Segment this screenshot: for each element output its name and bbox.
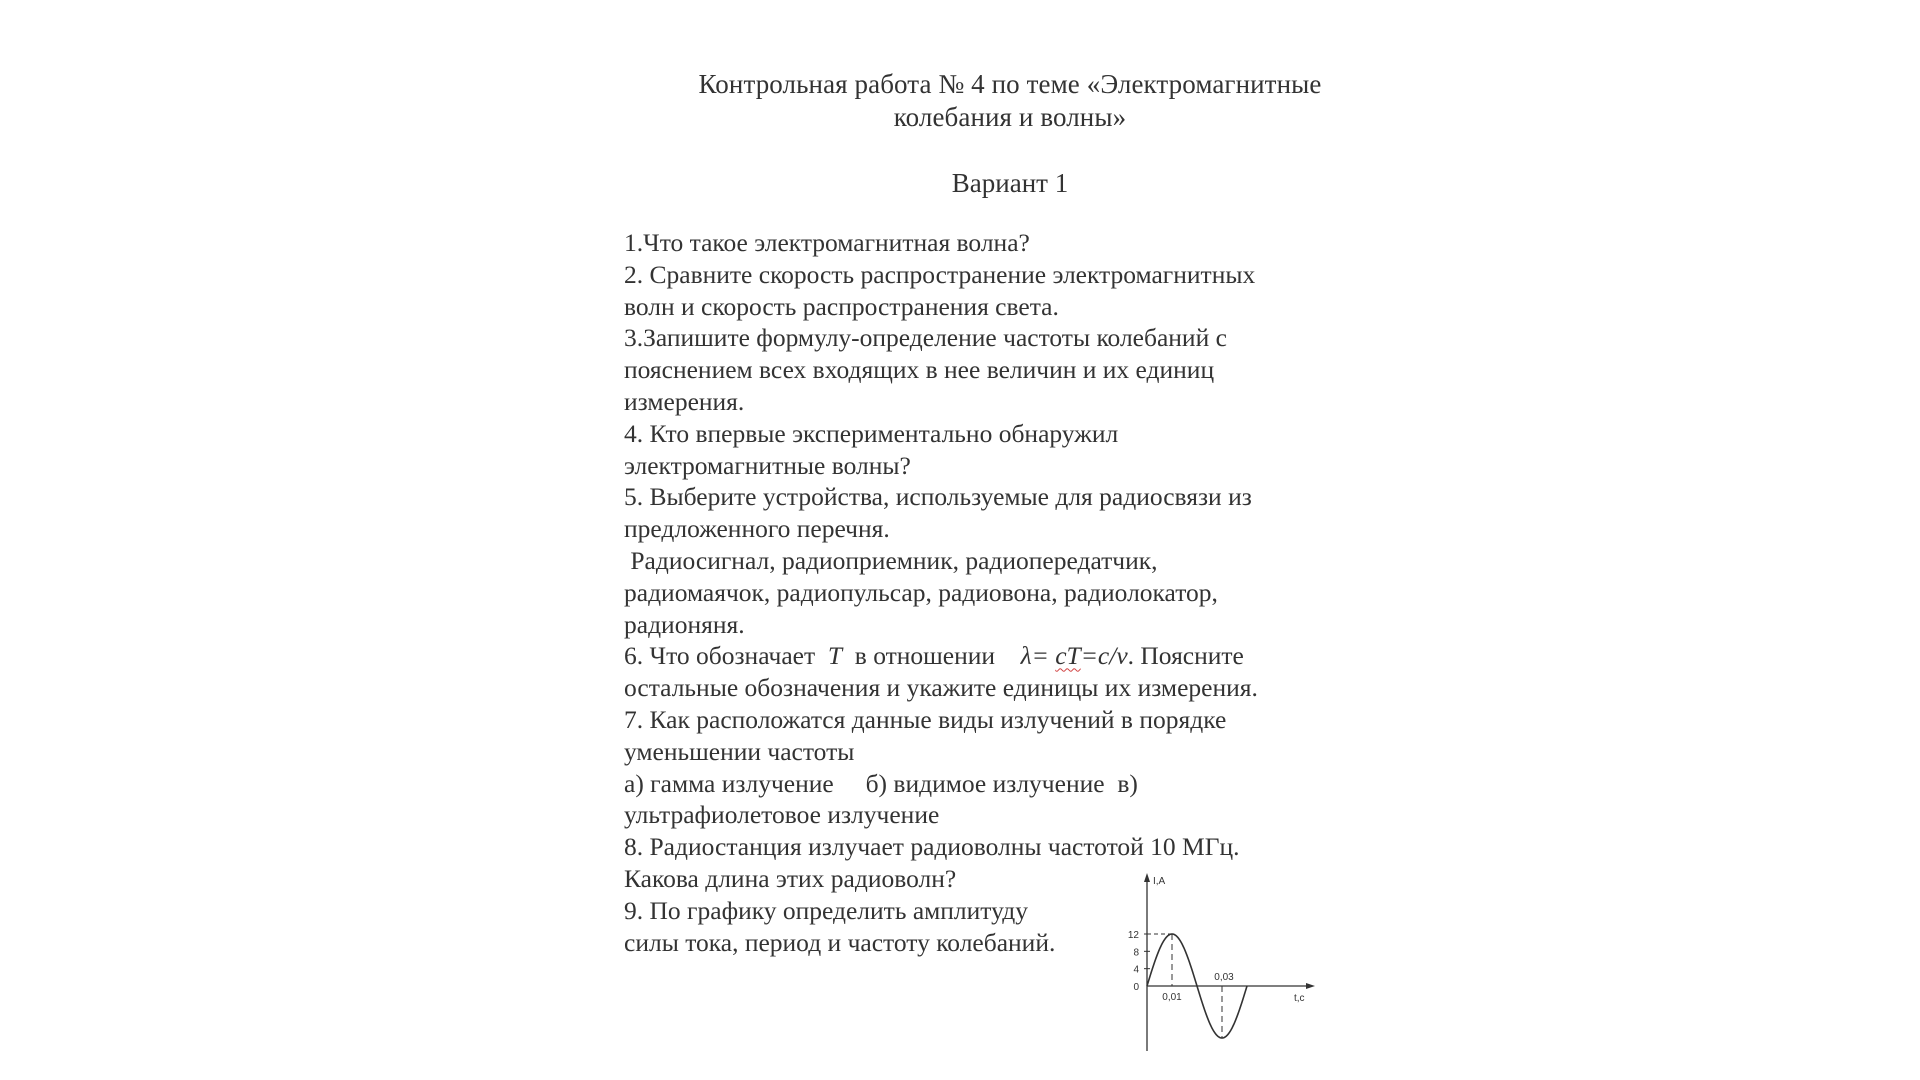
- text-line: волн и скорость распространения света.: [624, 291, 1059, 321]
- text-line: 8. Радиостанция излучает радиоволны частотой 10 МГц.: [624, 832, 1240, 862]
- title-line-1: Контрольная работа № 4 по теме «Электромагнитные: [698, 69, 1322, 99]
- y-tick-label: 8: [1133, 947, 1139, 959]
- text-line: а) гамма излучение б) видимое излучение в): [624, 768, 1138, 798]
- text-line: 7. Как расположатся данные виды излучений в порядке: [624, 704, 1227, 734]
- questions-body: [624, 227, 1344, 958]
- text-line: Радиосигнал, радиоприемник, радиопередатчик,: [624, 545, 1158, 575]
- page-title: [560, 68, 1460, 134]
- y-tick-label: 12: [1127, 930, 1139, 941]
- current-vs-time-graph: [1105, 868, 1325, 1053]
- text-line: уменьшении частоты: [624, 736, 855, 766]
- text-line: пояснением всех входящих в нее величин и их единиц: [624, 355, 1215, 385]
- variant-heading: Вариант 1: [951, 168, 1069, 198]
- text-line: электромагнитные волны?: [624, 450, 911, 480]
- text-line: ультрафиолетовое излучение: [624, 800, 940, 830]
- text-line: 1.Что такое электромагнитная волна?: [624, 228, 1030, 257]
- x-tick-label: 0,01: [1162, 992, 1182, 1003]
- y-tick-label: 4: [1133, 964, 1139, 976]
- text-line: силы тока, период и частоту колебаний.: [624, 927, 1056, 957]
- text-line: измерения.: [624, 386, 745, 416]
- q6-lambda: λ=: [1020, 641, 1056, 671]
- title-line-2: колебания и волны»: [893, 102, 1127, 132]
- text-line: 4. Кто впервые экспериментально обнаружил: [624, 418, 1119, 448]
- q6-prefix: 6. Что обозначает: [624, 641, 828, 671]
- text-line: 9. По графику определить амплитуду: [624, 895, 1028, 925]
- text-line: радионяня.: [624, 609, 745, 639]
- q6-cT: cT: [1055, 641, 1081, 671]
- q6-formula-rest: =c/ν: [1080, 641, 1128, 671]
- q6-T-symbol: T: [827, 641, 843, 671]
- y-axis-label: I,A: [1153, 876, 1166, 887]
- x-tick-label: 0,03: [1214, 972, 1234, 983]
- text-line: 2. Сравните скорость распространение электромагнитных: [624, 259, 1256, 289]
- y-axis-arrow: [1144, 873, 1150, 882]
- x-axis-arrow: [1306, 983, 1315, 989]
- question-6-line: [624, 640, 1344, 672]
- text-line: 3.Запишите формулу-определение частоты колебаний с: [624, 323, 1227, 353]
- text-line: предложенного перечня.: [624, 514, 890, 544]
- y-tick-label: 0: [1133, 982, 1139, 993]
- x-axis-label: t,c: [1294, 993, 1305, 1004]
- text-line: 5. Выберите устройства, используемые для радиосвязи из: [624, 482, 1252, 512]
- text-line: остальные обозначения и укажите единицы их измерения.: [624, 673, 1258, 703]
- q6-suffix: . Поясните: [1127, 641, 1244, 671]
- text-line: Какова длина этих радиоволн?: [624, 863, 957, 893]
- text-line: радиомаячок, радиопульсар, радиовона, радиолокатор,: [624, 577, 1218, 607]
- q6-middle: в отношении: [842, 641, 1021, 671]
